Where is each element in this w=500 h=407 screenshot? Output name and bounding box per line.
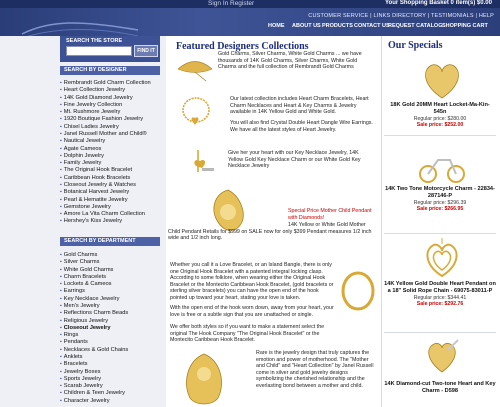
department-link[interactable]: ▪ Charm Bracelets <box>60 274 128 281</box>
department-link[interactable]: ▪ Bracelets <box>60 361 128 368</box>
designer-list <box>60 80 151 226</box>
designer-link[interactable]: ▪ Agate Cameos <box>60 146 151 153</box>
hook-bracelet-paragraph: Whether you call it a Love Bracelet, or an Island Bangle, there is only one Original Hook Bracelet with a patented integral locking clasp. According to some folklore, when wearing either the Original Hook Bracelet or the Montecito Caribbean Hook Bracelet, (gold bracelets or sterling silver bracelets) you can have the open end of the hook pointed up toward your heart, stating your love is taken. <box>170 262 334 301</box>
key-necklace-image[interactable] <box>190 146 220 182</box>
nav-contact-us[interactable]: CONTACT US <box>354 23 390 29</box>
department-heading-text: SEARCH BY DEPARTMENT <box>64 238 136 244</box>
sale-price: Sale price: $252.00 <box>416 121 464 128</box>
mother-child-sale-paragraph <box>288 208 380 221</box>
divider <box>384 332 496 333</box>
department-list <box>60 252 128 405</box>
designer-link[interactable]: ▪ Botanical Harvest Jewelry <box>60 189 151 196</box>
designer-link[interactable]: ▪ Amore La Vita Charm Collection <box>60 211 151 218</box>
department-link[interactable]: ▪ Gold Charms <box>60 252 128 259</box>
designer-link[interactable]: ▪ Rembrandt Gold Charm Collection <box>60 80 151 87</box>
regular-price: Regular price: $296.39 <box>413 199 467 206</box>
key-necklace-paragraph: Give her your heart with our Key Necklace Jewelry, 14K Yellow Gold Key Necklace Charm or our White Gold Key Necklace Jewelry <box>228 150 361 170</box>
department-link[interactable]: ▪ Sports Jewelry <box>60 376 128 383</box>
designer-link[interactable]: ▪ Gemstone Jewelry <box>60 204 151 211</box>
nav-shopping-cart[interactable]: SHOPPING CART <box>442 23 488 29</box>
designer-link[interactable]: ▪ Caribbean Hook Bracelets <box>60 175 151 182</box>
department-link[interactable]: ▪ Children & Teen Jewelry <box>60 390 128 397</box>
designer-link[interactable]: ▪ Mt. Rushmore Jewelry <box>60 109 151 116</box>
nav-home[interactable]: HOME <box>268 23 285 29</box>
special-item-name[interactable]: 14K Yellow Gold Double Heart Pendant on a 18" Solid Rope Chain - 69075-83011-P <box>384 281 496 294</box>
department-link[interactable]: ▪ White Gold Charms <box>60 267 128 274</box>
hook-styles-paragraph: We offer both styles so if you want to make a statement select the original The Hook Company "The Original Hook Bracelet" or the Montecito Caribbean Hook Bracelet. <box>170 324 325 344</box>
search-label: SEARCH THE STORE <box>66 38 123 44</box>
designer-link[interactable]: ▪ Janel Russell Mother and Child® <box>60 131 151 138</box>
hook-bracelet-image[interactable] <box>338 268 378 314</box>
designer-link[interactable]: ▪ Closeout Jewelry & Watches <box>60 182 151 189</box>
designer-link[interactable]: ▪ The Original Hook Bracelet <box>60 167 151 174</box>
sale-price: Sale price: $266.95 <box>416 205 464 212</box>
department-link[interactable]: ▪ Character Jewelry <box>60 398 128 405</box>
heart-bracelet-image[interactable] <box>178 92 214 132</box>
special-item-name[interactable]: 14K Diamond-cut Two-tone Heart and Key Charm - D598 <box>384 381 496 394</box>
department-section-heading <box>60 237 160 246</box>
designer-link[interactable]: ▪ Family Jewelry <box>60 160 151 167</box>
nav-products[interactable]: PRODUCTS <box>322 23 353 29</box>
shopping-basket-link[interactable]: Your Shopping Basket 0 item(s) $0.00 <box>385 0 492 6</box>
special-item-1 <box>384 102 496 128</box>
pendant-details-paragraph: 14K Yellow or White Gold Mother Child Pendant Retails for $999 on SALE now for only $399 Pendant measures 1/2 inch wide and 1/2 inch long. <box>168 222 372 242</box>
department-link[interactable]: ▪ Lockets & Cameos <box>60 281 128 288</box>
sale-price: Sale price: $292.76 <box>416 300 464 307</box>
mother-and-child-figurine-image[interactable] <box>176 352 232 406</box>
designer-link[interactable]: ▪ Fine Jewelry Collection <box>60 102 151 109</box>
special-item-4 <box>384 381 496 395</box>
utility-links[interactable]: CUSTOMER SERVICE | LINKS DIRECTORY | TESTIMONIALS | HELP <box>308 13 494 19</box>
designer-link[interactable]: ▪ 1920 Boutique Fashion Jewelry <box>60 116 151 123</box>
search-input[interactable] <box>66 46 132 56</box>
designer-link[interactable]: ▪ Heart Collection Jewelry <box>60 87 151 94</box>
find-it-button[interactable]: FIND IT <box>134 45 158 57</box>
heart-locket-image[interactable] <box>420 60 464 100</box>
nav-request-catalog[interactable]: REQUEST CATALOG <box>388 23 443 29</box>
main-nav <box>0 23 500 33</box>
department-link[interactable]: ▪ Jewelry Boxes <box>60 369 128 376</box>
designer-link[interactable]: ▪ Pearl & Hematite Jewelry <box>60 197 151 204</box>
special-item-3 <box>384 281 496 307</box>
designer-section-heading <box>60 66 160 75</box>
department-link[interactable]: ▪ Pendants <box>60 339 128 346</box>
department-link[interactable]: ▪ Anklets <box>60 354 128 361</box>
earrings-paragraph: You will also find Crystal Double Heart Dangle Wire Earrings. We have all the latest styles of Heart Jewelry. <box>230 120 373 133</box>
heart-collection-paragraph: Our latest collection includes Heart Charm Bracelets, Heart Charm Necklaces and Heart & Key Charms & Jewelry available in 14K Yellow Gold and White Gold. <box>230 96 369 116</box>
designer-link[interactable]: ▪ Chisel Ladies Jewelry <box>60 124 151 131</box>
department-link[interactable]: ▪ Silver Charms <box>60 259 128 266</box>
regular-price: Regular price: $280.00 <box>413 115 467 122</box>
heart-and-key-charm-image[interactable] <box>422 336 462 376</box>
register-link[interactable]: Register <box>230 0 255 7</box>
special-price-text[interactable]: Special Price Mother Child Pendant with Diamonds! <box>288 208 372 221</box>
designer-link[interactable]: ▪ Dolphin Jewelry <box>60 153 151 160</box>
department-link[interactable]: ▪ Religious Jewelry <box>60 318 128 325</box>
specials-heading: Our Specials <box>388 40 443 51</box>
intro-paragraph: Gold Charms, Silver Charms, White Gold Charms ... we have thousands of 14K Gold Charms, Silver Charms, White Gold Charms and the full collection of Rembrandt Gold Charms <box>218 51 362 71</box>
divider <box>384 233 496 234</box>
department-link[interactable]: ▪ Men's Jewelry <box>60 303 128 310</box>
special-item-2 <box>384 186 496 212</box>
department-link[interactable]: ▪ Reflections Charm Beads <box>60 310 128 317</box>
sign-in-link[interactable]: Sign In <box>208 0 229 7</box>
hook-meaning-paragraph: With the open end of the hook worn down, away from your heart, your love is free or a subtle sign that you are unattached or single. <box>170 305 334 318</box>
department-link[interactable]: ▪ Necklaces & Gold Chains <box>60 347 128 354</box>
mother-child-collection-paragraph: Rare is the jewelry design that truly captures the emotion and power of motherhood. The "Mother and Child" and "Heart Collection" by Janel Russell come in silver and gold jewelry designs symbolizing the cherished relationship and the everlasting bond between a mother and child. <box>256 350 374 389</box>
department-link[interactable]: ▪ Closeout Jewelry <box>60 325 128 332</box>
regular-price: Regular price: $344.41 <box>413 294 467 301</box>
nav-about-us[interactable]: ABOUT US <box>292 23 321 29</box>
department-link[interactable]: ▪ Rings <box>60 332 128 339</box>
designer-link[interactable]: ▪ Nautical Jewelry <box>60 138 151 145</box>
stingray-charm-image[interactable] <box>176 56 214 82</box>
designer-link[interactable]: ▪ Hershey's Kiss Jewelry <box>60 218 151 225</box>
double-heart-pendant-image[interactable] <box>420 236 464 280</box>
divider <box>384 135 496 136</box>
special-item-name[interactable]: 14K Two Tone Motorcycle Charm - 22834-287146-P <box>385 186 495 199</box>
designer-heading-text: SEARCH BY DESIGNER <box>64 67 127 73</box>
designer-link[interactable]: ▪ 14K Gold Diamond Jewelry <box>60 95 151 102</box>
page-title: Featured Designers Collections <box>176 41 309 52</box>
special-item-name[interactable]: 18K Gold 20MM Heart Locket-Ma-Kin-545n <box>390 102 490 115</box>
department-link[interactable]: ▪ Scarab Jewelry <box>60 383 128 390</box>
department-link[interactable]: ▪ Key Necklace Jewelry <box>60 296 128 303</box>
department-link[interactable]: ▪ Earrings <box>60 288 128 295</box>
motorcycle-charm-image[interactable] <box>418 146 466 186</box>
